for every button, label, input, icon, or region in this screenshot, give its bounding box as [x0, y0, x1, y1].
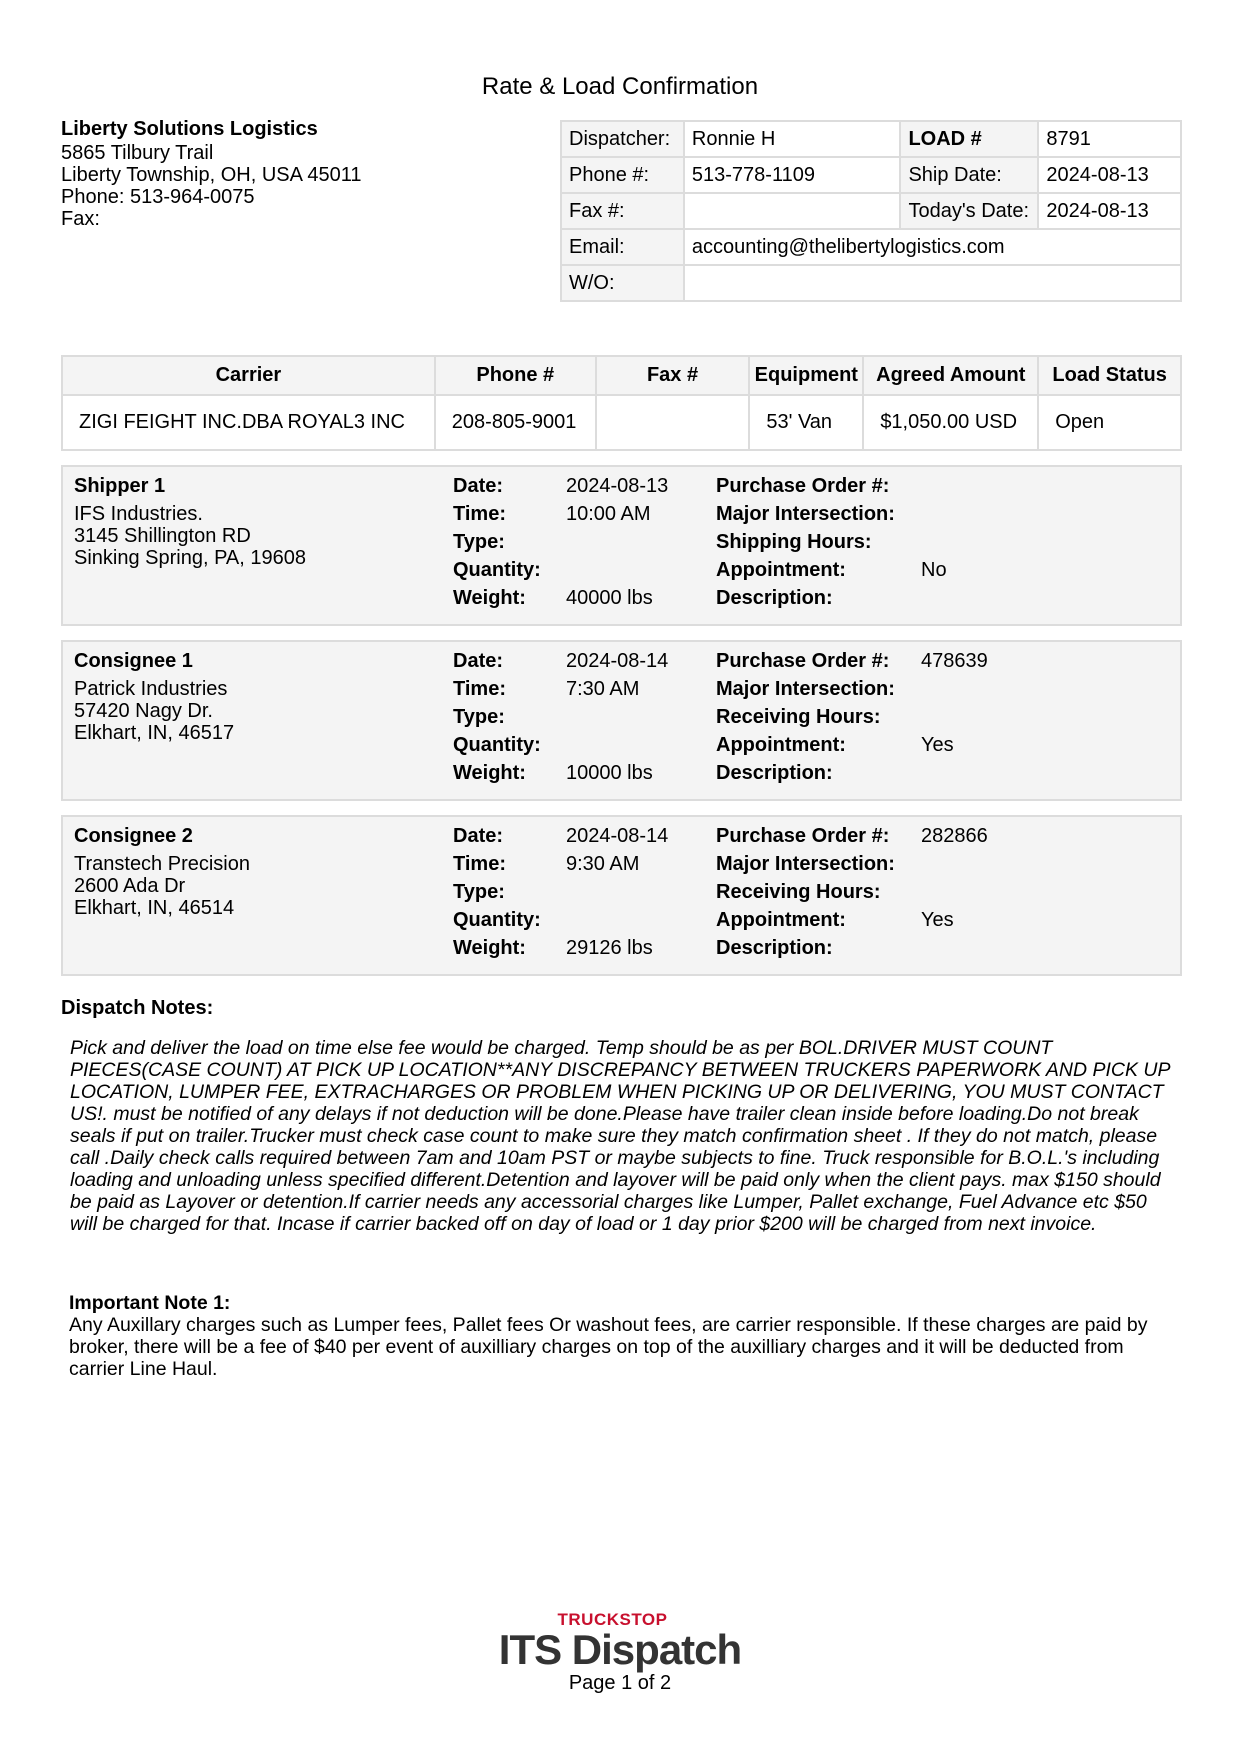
stop-detail-row — [453, 853, 1153, 881]
stop-detail-row — [453, 881, 1153, 909]
phone-col-header: Phone # — [435, 356, 596, 395]
detail-value: Yes — [921, 734, 954, 756]
stop-address — [74, 650, 234, 744]
detail-label: Appointment: — [716, 734, 846, 756]
carrier-header-row — [62, 356, 1181, 395]
company-name: Liberty Solutions Logistics — [61, 118, 318, 140]
detail-value: 29126 lbs — [566, 937, 653, 959]
stop-detail-row — [453, 503, 1153, 531]
stop-details — [453, 650, 1153, 790]
detail-value: 10:00 AM — [566, 503, 651, 525]
stop-title: Consignee 2 — [74, 825, 193, 847]
detail-label: Date: — [453, 650, 504, 672]
stop-card-consignee-2 — [61, 815, 1182, 976]
stop-address — [74, 825, 250, 919]
detail-label: Purchase Order #: — [716, 475, 890, 497]
detail-label: Date: — [453, 825, 504, 847]
stop-detail-row — [453, 825, 1153, 853]
important-note-body: Any Auxillary charges such as Lumper fees, Pallet fees Or washout fees, are carrier responsible. If these charges are paid by broker, there will be a fee of $40 per event of auxilliary charges on top of the auxilliary charges and it will be deducted from carrier Line Haul. — [69, 1314, 1148, 1380]
stop-detail-row — [453, 531, 1153, 559]
detail-label: Time: — [453, 853, 506, 875]
company-info — [61, 118, 362, 230]
carrier-fax-cell — [596, 395, 750, 450]
carrier-equipment-cell: 53' Van — [749, 395, 863, 450]
carrier-data-row — [62, 395, 1181, 450]
detail-value: 9:30 AM — [566, 853, 640, 875]
detail-label: Weight: — [453, 937, 526, 959]
detail-value: 282866 — [921, 825, 988, 847]
detail-label: Description: — [716, 937, 833, 959]
stop-company: IFS Industries. — [74, 503, 203, 525]
stop-detail-row — [453, 587, 1153, 615]
stop-detail-row — [453, 678, 1153, 706]
detail-label: Time: — [453, 503, 506, 525]
dispatch-notes-body: Pick and deliver the load on time else fee would be charged. Temp should be as per BOL.DRIVER MUST COUNT PIECES(CASE COUNT) AT PICK UP LOCATION**ANY DISCREPANCY BETWEEN TRUCKERS PAPERWORK AND PICK UP LOCATION, LUMPER FEE, EXTRACHARGES OR PROBLEM WHEN PICKING UP OR DELIVERING, YOU MUST CONTACT US!. must be notified of any delays if not deduction will be done.Please have trailer clean inside before loading.Do not break seals if put on trailer.Trucker must check case count to make sure they match confirmation sheet . If they do not match, please call .Daily check calls required between 7am and 10am PST or maybe subjects to fine. Truck responsible for B.O.L.'s including loading and unloading unless specified different.Detention and layover will be paid only when the client pays. max $150 should be paid as Layover or detention.If carrier needs any accessorial charges like Lumper, Pallet exchange, Fuel Advance etc $50 will be charged for that. Incase if carrier backed off on day of load or 1 day prior $200 will be charged from next invoice. — [70, 1037, 1170, 1235]
ship-date-value: 2024-08-13 — [1038, 157, 1181, 193]
dispatch-notes-heading: Dispatch Notes: — [61, 997, 214, 1019]
phone-value: 513-778-1109 — [684, 157, 901, 193]
detail-label: Weight: — [453, 762, 526, 784]
company-address-line1: 5865 Tilbury Trail — [61, 142, 214, 164]
stop-details — [453, 825, 1153, 965]
load-status-col-header: Load Status — [1038, 356, 1181, 395]
detail-value: 10000 lbs — [566, 762, 653, 784]
detail-value: 478639 — [921, 650, 988, 672]
phone-label: Phone #: — [561, 157, 684, 193]
stop-title: Shipper 1 — [74, 475, 166, 497]
stop-details — [453, 475, 1153, 615]
detail-label: Purchase Order #: — [716, 650, 890, 672]
detail-value: No — [921, 559, 947, 581]
detail-label: Date: — [453, 475, 504, 497]
stop-card-consignee-1 — [61, 640, 1182, 801]
dispatch-row-email — [561, 229, 1181, 265]
detail-label: Weight: — [453, 587, 526, 609]
detail-value: 2024-08-14 — [566, 825, 669, 847]
stop-street: 2600 Ada Dr — [74, 875, 186, 897]
detail-label: Receiving Hours: — [716, 881, 881, 903]
stop-detail-row — [453, 559, 1153, 587]
company-phone: Phone: 513-964-0075 — [61, 186, 255, 208]
todays-date-label: Today's Date: — [900, 193, 1038, 229]
detail-label: Description: — [716, 762, 833, 784]
detail-value: 40000 lbs — [566, 587, 653, 609]
carrier-amount-cell: $1,050.00 USD — [863, 395, 1038, 450]
fax-col-header: Fax # — [596, 356, 750, 395]
company-fax: Fax: — [61, 208, 100, 230]
its-dispatch-logo — [0, 1608, 1240, 1671]
document-title: Rate & Load Confirmation — [481, 73, 759, 100]
detail-value: 7:30 AM — [566, 678, 640, 700]
stop-detail-row — [453, 706, 1153, 734]
detail-label: Major Intersection: — [716, 853, 895, 875]
email-value: accounting@thelibertylogistics.com — [684, 229, 1181, 265]
email-label: Email: — [561, 229, 684, 265]
load-number-label: LOAD # — [900, 121, 1038, 157]
detail-label: Type: — [453, 531, 505, 553]
ship-date-label: Ship Date: — [900, 157, 1038, 193]
page-number: Page 1 of 2 — [568, 1672, 672, 1694]
company-address-line2: Liberty Township, OH, USA 45011 — [61, 164, 362, 186]
stop-company: Transtech Precision — [74, 853, 250, 875]
stop-card-shipper-1 — [61, 465, 1182, 626]
truckstop-wordmark: TRUCKSTOP — [557, 1610, 668, 1629]
detail-label: Purchase Order #: — [716, 825, 890, 847]
dispatcher-value: Ronnie H — [684, 121, 901, 157]
detail-label: Type: — [453, 706, 505, 728]
todays-date-value: 2024-08-13 — [1038, 193, 1181, 229]
work-order-value — [684, 265, 1181, 301]
stop-company: Patrick Industries — [74, 678, 228, 700]
stop-street: 3145 Shillington RD — [74, 525, 251, 547]
detail-label: Type: — [453, 881, 505, 903]
detail-value: Yes — [921, 909, 954, 931]
carrier-table — [61, 355, 1182, 451]
fax-value — [684, 193, 901, 229]
fax-label: Fax #: — [561, 193, 684, 229]
detail-value: 2024-08-13 — [566, 475, 669, 497]
agreed-amount-col-header: Agreed Amount — [863, 356, 1038, 395]
detail-label: Quantity: — [453, 559, 541, 581]
work-order-label: W/O: — [561, 265, 684, 301]
detail-label: Appointment: — [716, 909, 846, 931]
detail-label: Major Intersection: — [716, 678, 895, 700]
carrier-status-cell: Open — [1038, 395, 1181, 450]
its-dispatch-wordmark: ITS Dispatch — [498, 1626, 742, 1673]
stop-detail-row — [453, 762, 1153, 790]
detail-label: Quantity: — [453, 734, 541, 756]
detail-label: Shipping Hours: — [716, 531, 872, 553]
important-note — [69, 1292, 1169, 1380]
stop-detail-row — [453, 909, 1153, 937]
dispatch-info-table — [560, 120, 1182, 302]
stop-street: 57420 Nagy Dr. — [74, 700, 213, 722]
stop-title: Consignee 1 — [74, 650, 193, 672]
dispatcher-label: Dispatcher: — [561, 121, 684, 157]
stop-detail-row — [453, 937, 1153, 965]
detail-label: Description: — [716, 587, 833, 609]
carrier-name-cell: ZIGI FEIGHT INC.DBA ROYAL3 INC — [62, 395, 435, 450]
detail-label: Time: — [453, 678, 506, 700]
stop-city: Elkhart, IN, 46517 — [74, 722, 235, 744]
stop-address — [74, 475, 306, 569]
detail-label: Receiving Hours: — [716, 706, 881, 728]
stop-city: Sinking Spring, PA, 19608 — [74, 547, 307, 569]
detail-label: Major Intersection: — [716, 503, 895, 525]
dispatch-row-dispatcher — [561, 121, 1181, 157]
stop-city: Elkhart, IN, 46514 — [74, 897, 235, 919]
dispatch-row-fax — [561, 193, 1181, 229]
carrier-phone-cell: 208-805-9001 — [435, 395, 596, 450]
important-note-heading: Important Note 1: — [69, 1292, 231, 1314]
stop-detail-row — [453, 650, 1153, 678]
load-number-value: 8791 — [1038, 121, 1181, 157]
stop-detail-row — [453, 475, 1153, 503]
detail-value: 2024-08-14 — [566, 650, 669, 672]
dispatch-row-phone — [561, 157, 1181, 193]
detail-label: Appointment: — [716, 559, 846, 581]
detail-label: Quantity: — [453, 909, 541, 931]
dispatch-row-wo — [561, 265, 1181, 301]
stop-detail-row — [453, 734, 1153, 762]
carrier-col-header: Carrier — [62, 356, 435, 395]
equipment-col-header: Equipment — [749, 356, 863, 395]
